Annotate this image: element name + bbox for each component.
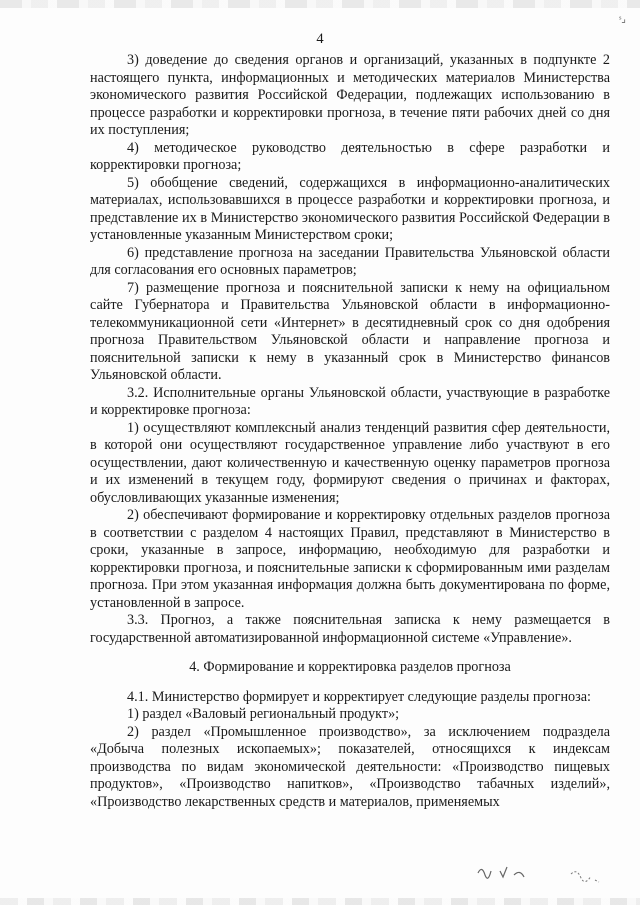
section-heading: 4. Формирование и корректировка разделов прогноза xyxy=(189,659,511,675)
paragraph: 1) осуществляют комплексный анализ тенденций развития сфер деятельности, в которой они осуществляют государственное управление либо участвуют в его осуществлении, дают количественную и качественную оценку параметров прогноза и их изменений в текущем году, формируют сведения о причинах и факторах, обусловливающих указанные изменения; xyxy=(90,419,610,506)
paragraph: 3.2. Исполнительные органы Ульяновской области, участвующие в разработке и корректировке прогноза: xyxy=(90,384,610,418)
paragraph: 2) обеспечивают формирование и корректировку отдельных разделов прогноза в соответствии с разделом 4 настоящих Правил, представляют в Министерство в сроки, указанные в запросе, информацию, необходимую для разработки и корректировки прогноза, и пояснительные записки к сформированным ими разделам прогноза. При этом указанная информация должна быть документирована по форме, установленной в запросе. xyxy=(90,507,610,611)
initials-mark xyxy=(565,860,605,888)
paragraph: 3) доведение до сведения органов и организаций, указанных в подпункте 2 настоящего пункта, информационных и методических материалов Министерства экономического развития Российской Федерации, подлежащих использованию в процессе разработки и корректировки прогноза, в течение пяти рабочих дней со дня их поступления; xyxy=(90,52,610,138)
paragraph: 6) представление прогноза на заседании Правительства Ульяновской области для согласования его основных параметров; xyxy=(90,244,610,278)
paragraph: 4) методическое руководство деятельностью в сфере разработки и корректировки прогноза; xyxy=(90,139,610,173)
scan-edge-bottom xyxy=(0,898,640,905)
scan-edge-top xyxy=(0,0,640,8)
paragraph: 1) раздел «Валовый региональный продукт»; xyxy=(127,706,400,722)
paragraph: 7) размещение прогноза и пояснительной записки к нему на официальном сайте Губернатора и Правительства Ульяновской области в информационно-телекоммуникационной сети «Интернет» в десятидневный срок со дня одобрения прогноза Правительством Ульяновской области и направление прогноза и пояснительной записки к нему в указанный срок в Министерство финансов Ульяновской области. xyxy=(90,279,610,383)
paragraph: 2) раздел «Промышленное производство», за исключением подраздела «Добыча полезных ископаемых»; показателей, относящихся к индексам производства по видам экономической деятельности: «Производство пищевых продуктов», «Производство напитков», «Производство табачных изделий», «Производство лекарственных средств и материалов, применяемых xyxy=(90,723,610,810)
signature-mark xyxy=(470,855,540,885)
paragraph: 4.1. Министерство формирует и корректирует следующие разделы прогноза: xyxy=(127,688,591,705)
body-text xyxy=(90,52,610,811)
paragraph: 3.3. Прогноз, а также пояснительная записка к нему размещается в государственной автоматизированной информационной системе «Управление». xyxy=(90,612,610,646)
page-number: 4 xyxy=(316,31,324,47)
corner-mark: ˢ⌟ xyxy=(619,14,626,25)
paragraph: 5) обобщение сведений, содержащихся в информационно-аналитических материалах, использовавшихся в процессе разработки и корректировки прогноза, и представление их в Министерство экономического развития Российской Федерации в установленные указанным Министерством сроки; xyxy=(90,174,610,243)
